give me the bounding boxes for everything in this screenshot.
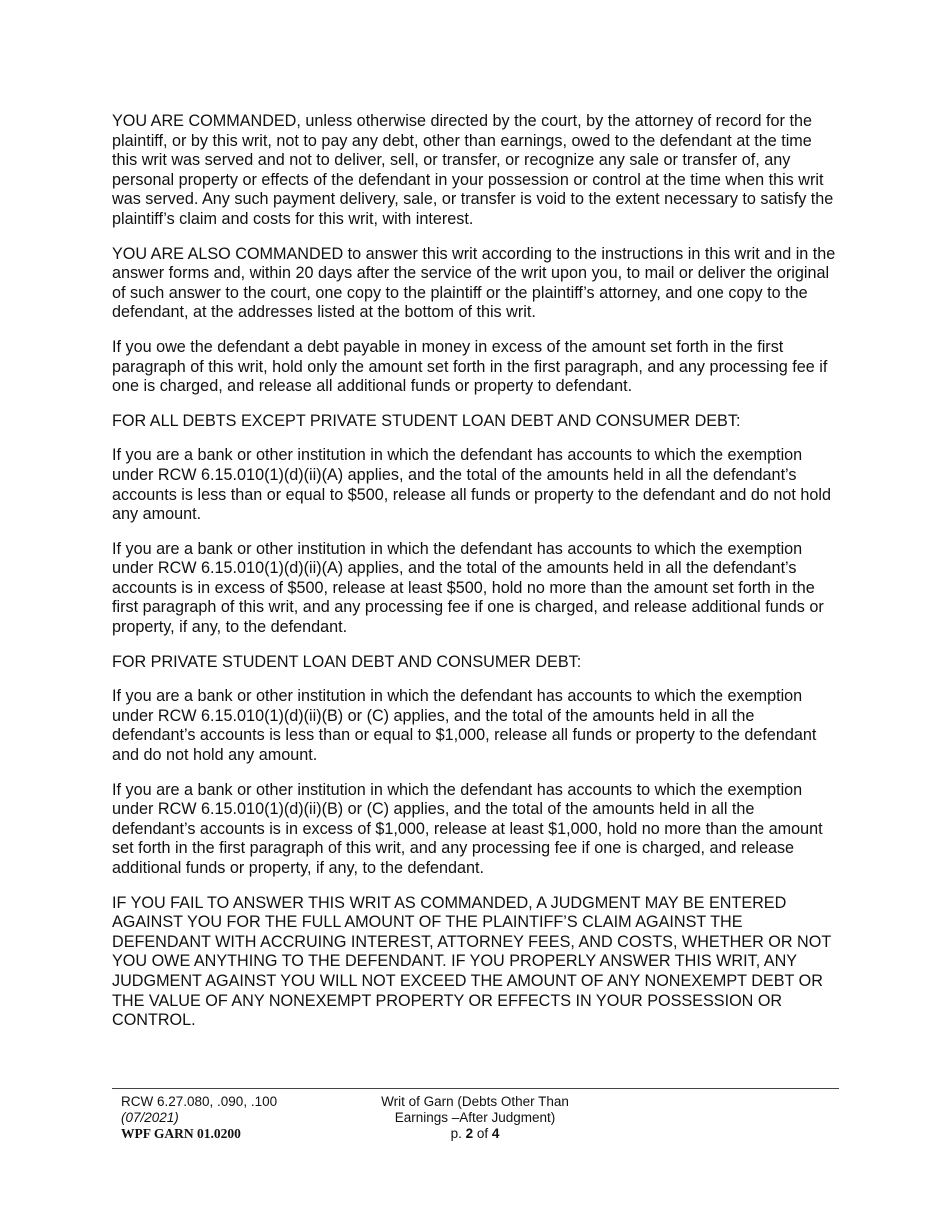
footer-title-line2: Earnings –After Judgment) — [394, 1110, 556, 1125]
footer-divider — [112, 1088, 839, 1089]
footer-form-id: WPF GARN 01.0200 — [121, 1126, 241, 1141]
page-number — [355, 1126, 595, 1142]
footer-statute: RCW 6.27.080, .090, .100 — [121, 1094, 278, 1109]
paragraph-debt-excess: If you owe the defendant a debt payable in money in excess of the amount set forth in the first paragraph of this writ, hold only the amount set forth in the first paragraph, and any processing fee if one is charged, and release all additional funds or property to defendant. — [112, 337, 828, 396]
paragraph-also-commanded: YOU ARE ALSO COMMANDED to answer this writ according to the instructions in this writ and in the answer forms and, within 20 days after the service of the writ upon you, to mail or deliver the original of such answer to the court, one copy to the plaintiff or the plaintiff’s attorney, and one copy to the defendant, at the addresses listed at the bottom of this writ. — [112, 244, 836, 322]
paragraph-bank-under-1000: If you are a bank or other institution in which the defendant has accounts to which the exemption under RCW 6.15.010(1)(d)(ii)(B) or (C) applies, and the total of the amounts held in all the defendant’s accounts is less than or equal to $1,000, release all funds or property to the defendant and do not hold any amount. — [112, 687, 817, 765]
document-body — [112, 112, 840, 1046]
footer-title-line1: Writ of Garn (Debts Other Than — [381, 1094, 569, 1109]
paragraph-bank-over-1000: If you are a bank or other institution in which the defendant has accounts to which the exemption under RCW 6.15.010(1)(d)(ii)(B) or (C) applies, and the total of the amounts held in all the defendant’s accounts is in excess of $1,000, release at least $1,000, hold no more than the amount set forth in the first paragraph of this writ, and any processing fee if one is charged, and release additional funds or property, if any, to the defendant. — [112, 780, 823, 877]
paragraph-bank-under-500: If you are a bank or other institution in which the defendant has accounts to which the exemption under RCW 6.15.010(1)(d)(ii)(A) applies, and the total of the amounts held in all the defendant’s accounts is less than or equal to $500, release all funds or property to the defendant and do not hold any amount. — [112, 446, 832, 524]
section-heading-student-consumer: FOR PRIVATE STUDENT LOAN DEBT AND CONSUMER DEBT: — [112, 652, 582, 671]
paragraph-failure-warning: IF YOU FAIL TO ANSWER THIS WRIT AS COMMANDED, A JUDGMENT MAY BE ENTERED AGAINST YOU FOR THE FULL AMOUNT OF THE PLAINTIFF’S CLAIM AGAINST THE DEFENDANT WITH ACCRUING INTEREST, ATTORNEY FEES, AND COSTS, WHETHER OR NOT YOU OWE ANYTHING TO THE DEFENDANT. IF YOU PROPERLY ANSWER THIS WRIT, ANY JUDGMENT AGAINST YOU WILL NOT EXCEED THE AMOUNT OF ANY NONEXEMPT DEBT OR THE VALUE OF ANY NONEXEMPT PROPERTY OR EFFECTS IN YOUR POSSESSION OR CONTROL. — [112, 893, 831, 1030]
paragraph-commanded: YOU ARE COMMANDED, unless otherwise directed by the court, by the attorney of record for the plaintiff, or by this writ, not to pay any debt, other than earnings, owed to the defendant at the time this writ was served and not to deliver, sell, or transfer, or recognize any sale or transfer of, any personal property or effects of the defendant in your possession or control at the time when this writ was served. Any such payment delivery, sale, or transfer is void to the extent necessary to satisfy the plaintiff’s claim and costs for this writ, with interest. — [112, 112, 834, 228]
paragraph-bank-over-500: If you are a bank or other institution in which the defendant has accounts to which the exemption under RCW 6.15.010(1)(d)(ii)(A) applies, and the total of the amounts held in all the defendant’s accounts is in excess of $500, release at least $500, hold no more than the amount set forth in the first paragraph of this writ, and any processing fee if one is charged, and release additional funds or property, if any, to the defendant. — [112, 539, 824, 637]
page-prefix: p. — [450, 1126, 462, 1141]
page-of: of — [476, 1126, 489, 1141]
footer-center — [355, 1094, 595, 1142]
page-total: 4 — [491, 1126, 500, 1141]
footer-left — [121, 1094, 277, 1142]
page-current: 2 — [465, 1126, 474, 1141]
section-heading-all-debts: FOR ALL DEBTS EXCEPT PRIVATE STUDENT LOAN DEBT AND CONSUMER DEBT: — [112, 411, 741, 430]
footer-date: (07/2021) — [121, 1110, 179, 1125]
